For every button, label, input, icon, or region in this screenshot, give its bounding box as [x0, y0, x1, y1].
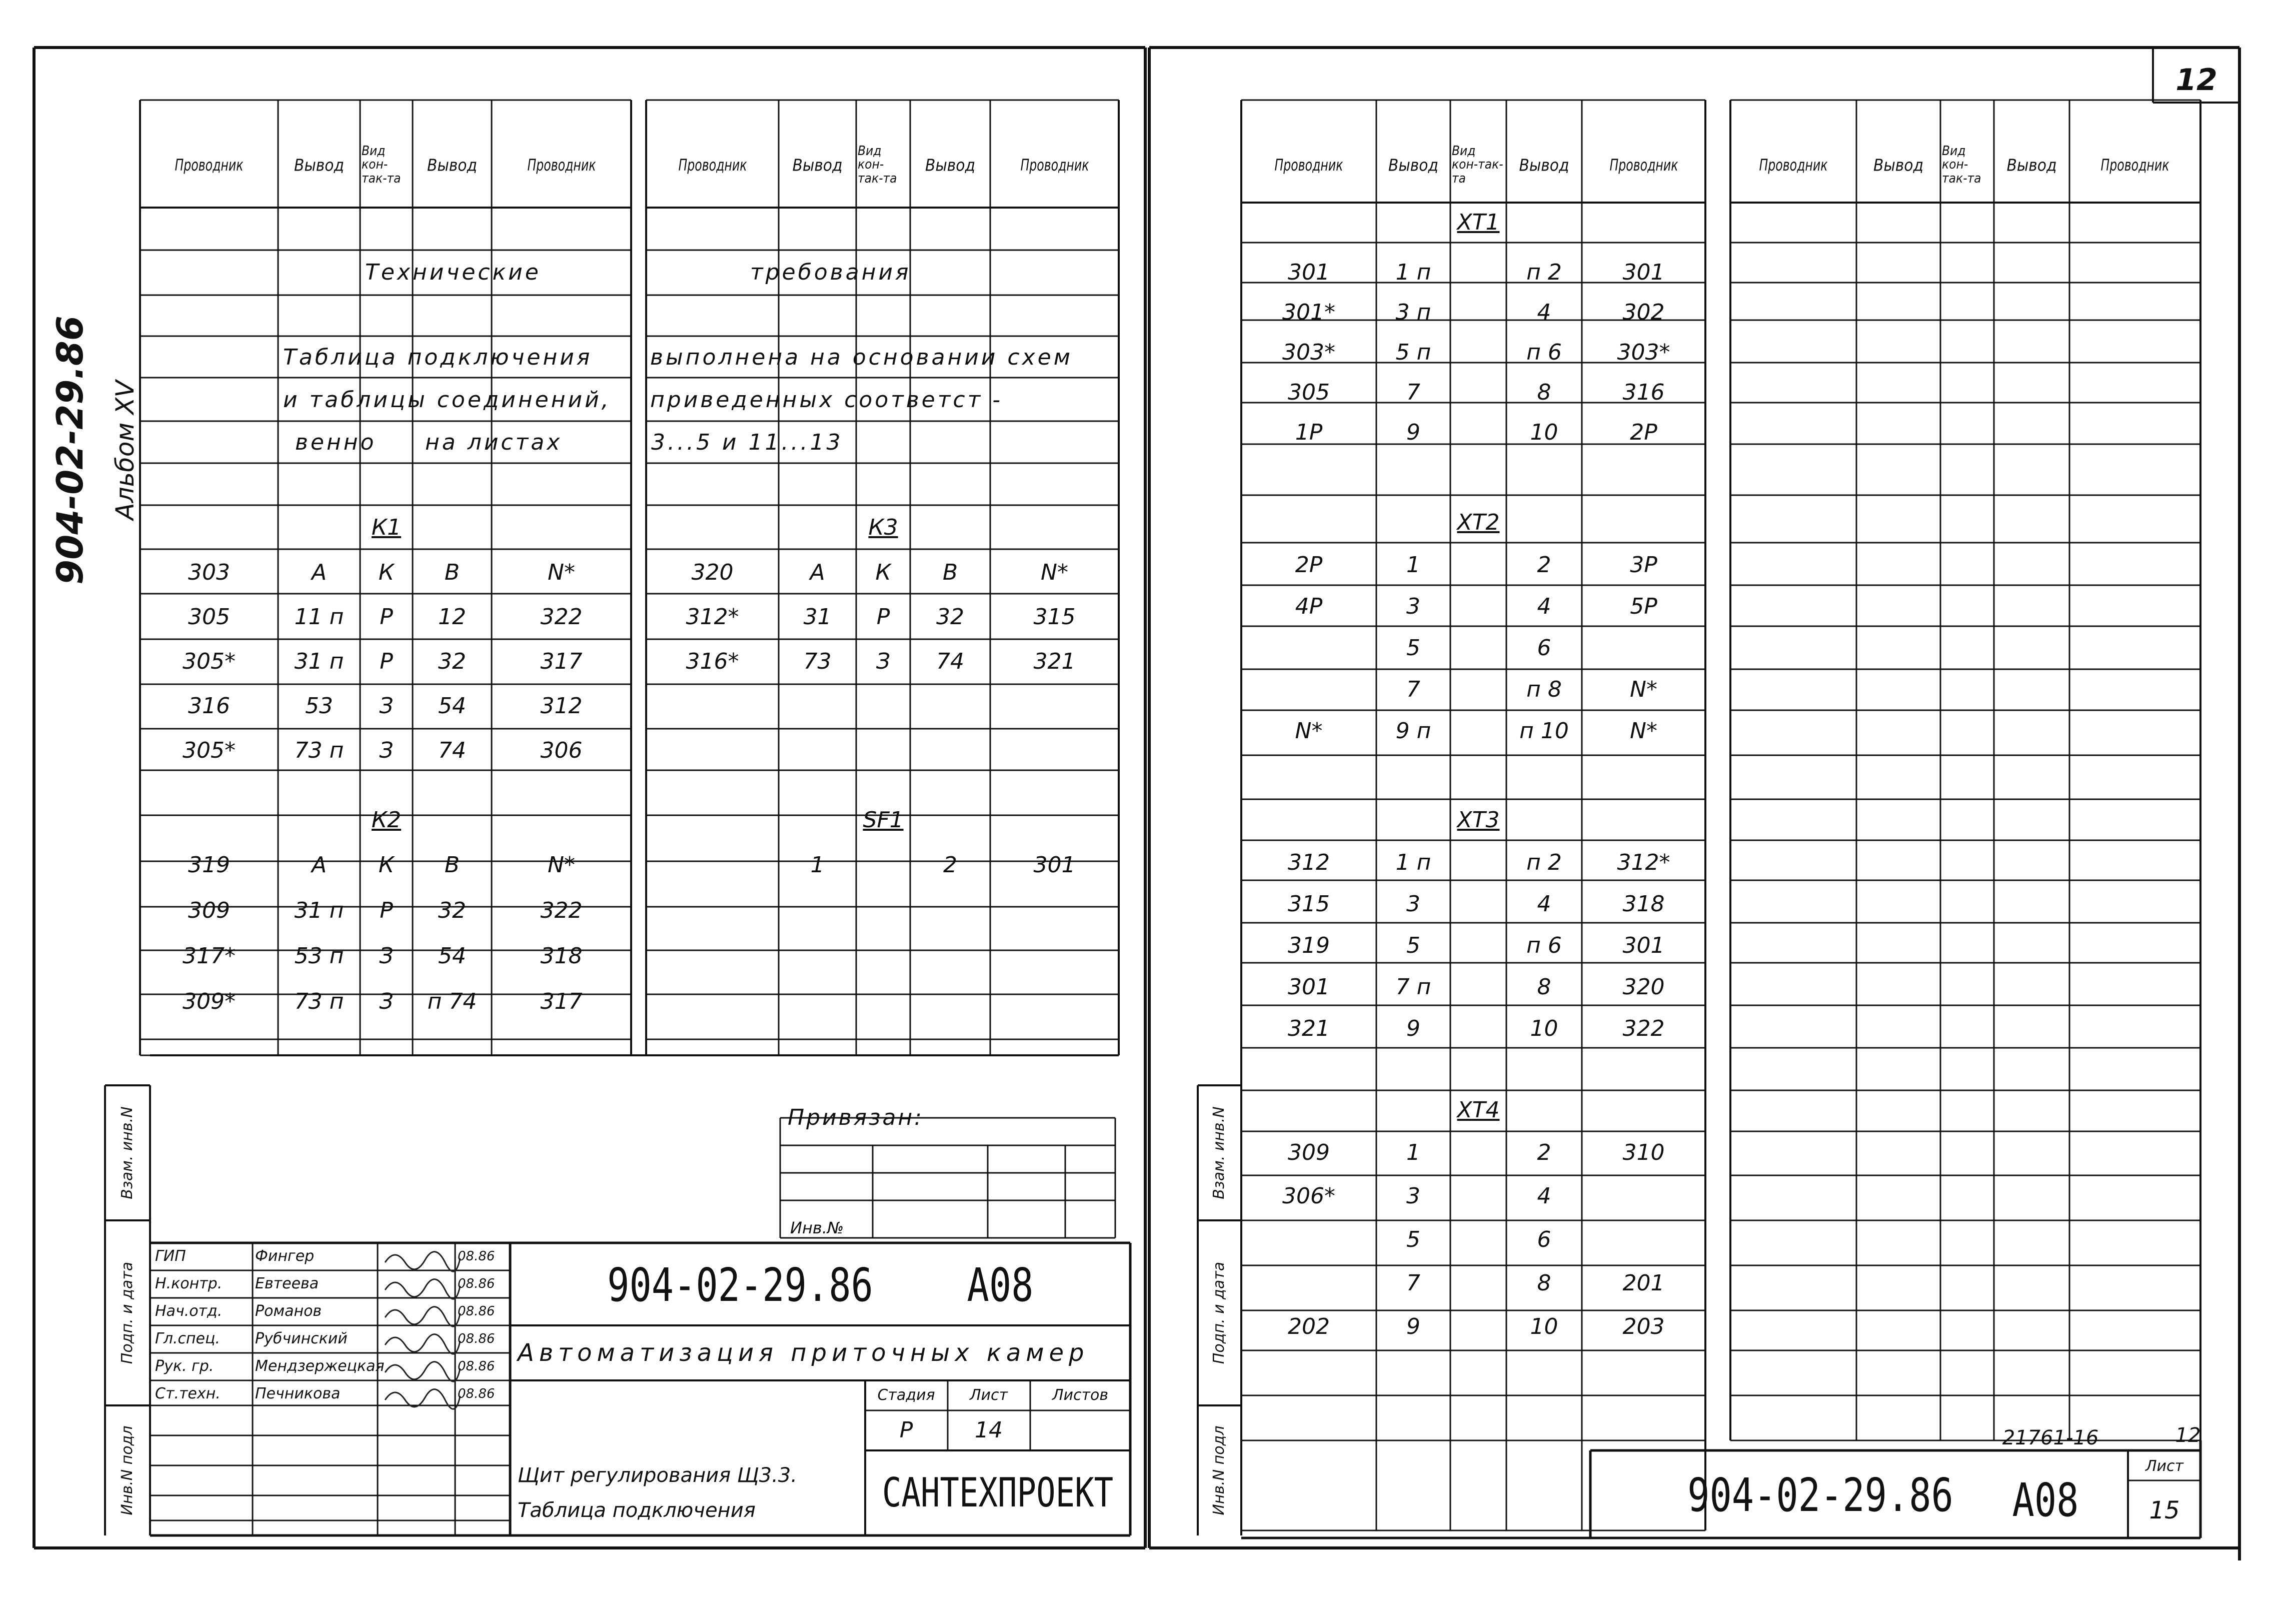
table-cell: А: [810, 560, 825, 585]
table-cell: Р: [876, 604, 890, 630]
table-cell: 321: [1033, 649, 1076, 674]
table-cell: 310: [1622, 1140, 1665, 1165]
side-label: Взам. инв.N: [1210, 1106, 1228, 1199]
technical-note: на листах: [425, 430, 563, 455]
signature-date: 08.86: [458, 1249, 495, 1264]
table-cell: 9: [1406, 1314, 1420, 1339]
table-cell: 302: [1622, 300, 1665, 325]
table-cell: 203: [1622, 1314, 1665, 1339]
table-cell: N*: [548, 560, 575, 585]
table-cell: 316*: [686, 649, 739, 674]
table-cell: N*: [1630, 677, 1657, 702]
inv-number-label: Инв.№: [790, 1218, 844, 1237]
document-code: 904-02-29.86: [607, 1258, 873, 1312]
table-cell: 309: [188, 898, 230, 923]
table-cell: 317*: [183, 943, 236, 969]
table-cell: 7: [1406, 677, 1420, 702]
signature-role: Рук. гр.: [155, 1357, 214, 1375]
column-header: Вид кон-так-та: [1942, 144, 1981, 186]
table-cell: 4: [1537, 300, 1551, 325]
stage-header: Стадия: [877, 1386, 935, 1404]
table-cell: З: [379, 943, 394, 969]
table-cell: 3: [1406, 891, 1420, 917]
table-cell: 2Р: [1295, 552, 1323, 578]
column-header: Вид кон-так-та: [1452, 144, 1503, 186]
table-cell: 312: [1288, 850, 1330, 875]
signature-role: Н.контр.: [155, 1275, 223, 1292]
table-cell: 309: [1288, 1140, 1330, 1165]
table-cell: 306*: [1282, 1183, 1335, 1209]
table-cell: 301: [1288, 974, 1330, 1000]
table-cell: 301: [1622, 933, 1665, 958]
sheet-value: 15: [2149, 1496, 2180, 1524]
signature-name: Мендзержецкая: [255, 1357, 385, 1375]
stage-value: Р: [899, 1417, 913, 1443]
table-cell: 10: [1530, 420, 1558, 445]
table-cell: 5 п: [1395, 340, 1431, 365]
table-cell: п 10: [1519, 718, 1569, 744]
table-cell: п 8: [1526, 677, 1562, 702]
column-header: Вид кон-так-та: [858, 144, 897, 186]
table-cell: 8: [1537, 380, 1551, 405]
signature-name: Рубчинский: [255, 1330, 348, 1347]
technical-note: 3...5 и 11...13: [651, 430, 843, 455]
table-cell: 54: [438, 943, 466, 969]
table-cell: 303*: [1282, 340, 1335, 365]
table-cell: 3: [1406, 594, 1420, 619]
table-cell: 1: [1406, 552, 1420, 578]
breaker-label-sf1: SF1: [863, 807, 904, 833]
table-cell: 11 п: [294, 604, 344, 630]
table-cell: 7: [1406, 380, 1420, 405]
signature-role: Нач.отд.: [155, 1302, 223, 1320]
signature-date: 08.86: [458, 1359, 495, 1374]
table-cell: В: [942, 560, 958, 585]
table-cell: В: [444, 560, 460, 585]
column-header: Вывод: [925, 155, 975, 175]
table-cell: 305: [188, 604, 230, 630]
table-cell: 322: [1622, 1016, 1665, 1041]
table-cell: 9 п: [1395, 718, 1431, 744]
table-cell: 317: [540, 649, 583, 674]
table-cell: 7 п: [1395, 974, 1431, 1000]
table-cell: 305*: [183, 738, 236, 763]
table-cell: Р: [380, 604, 393, 630]
table-cell: 53 п: [294, 943, 344, 969]
project-title: Автоматизация приточных камер: [518, 1339, 1089, 1367]
table-cell: N*: [1295, 718, 1323, 744]
column-header: Вывод: [2006, 155, 2057, 175]
table-cell: п 74: [427, 989, 477, 1014]
table-cell: 303*: [1617, 340, 1670, 365]
table-cell: 301: [1288, 260, 1330, 285]
sheets-header: Листов: [1052, 1386, 1109, 1404]
sheet-header: Лист: [969, 1386, 1008, 1404]
table-cell: 316: [1622, 380, 1665, 405]
table-cell: 312: [540, 693, 583, 719]
sheet-header: Лист: [2145, 1457, 2184, 1475]
table-cell: З: [379, 738, 394, 763]
table-cell: 305: [1288, 380, 1330, 405]
table-cell: 317: [540, 989, 583, 1014]
table-cell: 3: [1406, 1183, 1420, 1209]
sheet-number-top: 12: [2175, 63, 2217, 98]
table-cell: 32: [936, 604, 964, 630]
privyazan-label: Привязан:: [788, 1105, 924, 1130]
table-cell: 2: [943, 852, 957, 878]
technical-note: и таблицы соединений,: [283, 387, 611, 413]
technical-note: выполнена на основании схем: [650, 345, 1073, 370]
table-cell: N*: [1630, 718, 1657, 744]
terminal-label-xt2: ХТ2: [1457, 510, 1500, 535]
table-cell: 74: [438, 738, 466, 763]
table-cell: К: [378, 560, 395, 585]
side-label: Взам. инв.N: [119, 1106, 136, 1199]
table-cell: 320: [691, 560, 734, 585]
signature-name: Печникова: [255, 1385, 341, 1402]
table-cell: 31 п: [294, 898, 344, 923]
technical-note: требования: [750, 260, 911, 285]
table-cell: 312*: [1617, 850, 1670, 875]
table-cell: 54: [438, 693, 466, 719]
table-cell: 32: [438, 649, 466, 674]
table-cell: N*: [1041, 560, 1068, 585]
table-cell: 6: [1537, 1227, 1551, 1252]
side-label: Подп. и дата: [119, 1261, 136, 1364]
table-cell: 5Р: [1630, 594, 1657, 619]
table-cell: А: [311, 852, 327, 878]
table-cell: 319: [188, 852, 230, 878]
drawing-title-line2: Таблица подключения: [518, 1499, 756, 1522]
organization: САНТЕХПРОЕКТ: [882, 1469, 1114, 1516]
table-cell: 318: [540, 943, 583, 969]
column-header: Проводник: [1759, 156, 1828, 175]
table-cell: В: [444, 852, 460, 878]
table-cell: 320: [1622, 974, 1665, 1000]
table-cell: 8: [1537, 974, 1551, 1000]
relay-label-k3: К3: [868, 515, 898, 540]
table-cell: Р: [380, 898, 393, 923]
column-header: Проводник: [2100, 156, 2169, 175]
column-header: Проводник: [175, 156, 244, 175]
table-cell: 202: [1288, 1314, 1330, 1339]
table-cell: З: [379, 989, 394, 1014]
column-header: Проводник: [1274, 156, 1343, 175]
column-header: Проводник: [678, 156, 747, 175]
column-header: Вид кон-так-та: [362, 144, 401, 186]
table-cell: 12: [438, 604, 466, 630]
table-cell: А: [311, 560, 327, 585]
table-cell: 322: [540, 604, 583, 630]
table-cell: 309*: [183, 989, 236, 1014]
table-cell: 319: [1288, 933, 1330, 958]
table-cell: 318: [1622, 891, 1665, 917]
table-cell: 2: [1537, 1140, 1551, 1165]
terminal-label-xt4: ХТ4: [1457, 1097, 1500, 1123]
table-cell: 321: [1288, 1016, 1330, 1041]
archive-number: 21761-16: [2002, 1426, 2099, 1449]
column-header: Проводник: [1020, 156, 1089, 175]
table-cell: 3Р: [1630, 552, 1657, 578]
side-label: Инв.N подл: [1210, 1425, 1228, 1515]
column-header: Вывод: [1519, 155, 1569, 175]
sheet-value: 14: [975, 1417, 1003, 1443]
table-cell: п 6: [1526, 340, 1562, 365]
table-cell: З: [379, 693, 394, 719]
table-cell: 4: [1537, 1183, 1551, 1209]
column-header: Вывод: [1873, 155, 1923, 175]
table-cell: 4Р: [1295, 594, 1323, 619]
table-cell: 9: [1406, 1016, 1420, 1041]
table-cell: 5: [1406, 635, 1420, 661]
table-cell: N*: [548, 852, 575, 878]
signature-role: Гл.спец.: [155, 1330, 220, 1347]
terminal-label-xt3: ХТ3: [1457, 807, 1500, 833]
table-cell: 1: [810, 852, 825, 878]
signature-role: Ст.техн.: [155, 1385, 221, 1402]
album-code: 904-02-29.86: [49, 316, 91, 585]
signature-role: ГИП: [155, 1247, 186, 1265]
table-cell: 2Р: [1630, 420, 1657, 445]
drawing-title-line1: Щит регулирования Щ3.3.: [518, 1464, 797, 1487]
signature-name: Фингер: [255, 1247, 315, 1265]
table-cell: 1: [1406, 1140, 1420, 1165]
column-header: Вывод: [792, 155, 843, 175]
technical-note: Технические: [365, 260, 541, 285]
table-cell: 6: [1537, 635, 1551, 661]
table-cell: 5: [1406, 933, 1420, 958]
table-cell: 32: [438, 898, 466, 923]
signature-date: 08.86: [458, 1331, 495, 1346]
table-cell: 73 п: [294, 738, 344, 763]
table-cell: 1 п: [1395, 260, 1431, 285]
relay-label-k1: К1: [371, 515, 402, 540]
table-cell: 73 п: [294, 989, 344, 1014]
table-cell: 1 п: [1395, 850, 1431, 875]
table-cell: К: [875, 560, 891, 585]
table-cell: 201: [1622, 1270, 1665, 1296]
table-cell: 73: [803, 649, 832, 674]
column-header: Вывод: [427, 155, 477, 175]
table-cell: 315: [1288, 891, 1330, 917]
table-cell: 301*: [1282, 300, 1335, 325]
table-cell: 4: [1537, 891, 1551, 917]
table-cell: 2: [1537, 552, 1551, 578]
table-cell: 7: [1406, 1270, 1420, 1296]
signature-date: 08.86: [458, 1386, 495, 1401]
table-cell: З: [876, 649, 891, 674]
column-header: Проводник: [527, 156, 596, 175]
table-cell: п 2: [1526, 260, 1562, 285]
table-cell: 1Р: [1295, 420, 1323, 445]
table-cell: 5: [1406, 1227, 1420, 1252]
table-cell: 10: [1530, 1314, 1558, 1339]
signature-name: Романов: [255, 1302, 322, 1320]
table-cell: 301: [1033, 852, 1076, 878]
document-mark: А08: [2012, 1473, 2079, 1527]
column-header: Проводник: [1609, 156, 1678, 175]
table-cell: 315: [1033, 604, 1076, 630]
column-header: Вывод: [294, 155, 344, 175]
side-label: Подп. и дата: [1210, 1261, 1228, 1364]
table-cell: 312*: [686, 604, 739, 630]
table-cell: 53: [305, 693, 333, 719]
technical-note: Таблица подключения: [283, 345, 593, 370]
table-cell: 9: [1406, 420, 1420, 445]
table-cell: 306: [540, 738, 583, 763]
table-cell: 316: [188, 693, 230, 719]
table-cell: 3 п: [1395, 300, 1431, 325]
album-title: Альбом XV: [111, 380, 140, 520]
table-cell: Р: [380, 649, 393, 674]
table-cell: 301: [1622, 260, 1665, 285]
table-cell: К: [378, 852, 395, 878]
table-cell: 31: [803, 604, 832, 630]
signature-name: Евтеева: [255, 1275, 319, 1292]
technical-note: венно: [295, 430, 377, 455]
table-cell: 8: [1537, 1270, 1551, 1296]
table-cell: п 2: [1526, 850, 1562, 875]
table-cell: 31 п: [294, 649, 344, 674]
column-header: Вывод: [1388, 155, 1438, 175]
table-cell: 4: [1537, 594, 1551, 619]
archive-sheet: 12: [2175, 1424, 2201, 1447]
table-cell: 305*: [183, 649, 236, 674]
technical-note: приведенных соответст -: [650, 387, 1003, 413]
signature-date: 08.86: [458, 1276, 495, 1291]
table-cell: 10: [1530, 1016, 1558, 1041]
table-cell: 303: [188, 560, 230, 585]
signature-date: 08.86: [458, 1304, 495, 1319]
terminal-label-xt1: ХТ1: [1457, 210, 1500, 235]
table-cell: 74: [936, 649, 964, 674]
document-mark: А08: [967, 1258, 1034, 1312]
table-cell: 322: [540, 898, 583, 923]
side-label: Инв.N подл: [119, 1425, 136, 1515]
table-cell: п 6: [1526, 933, 1562, 958]
document-code: 904-02-29.86: [1687, 1468, 1953, 1522]
relay-label-k2: К2: [371, 807, 402, 833]
